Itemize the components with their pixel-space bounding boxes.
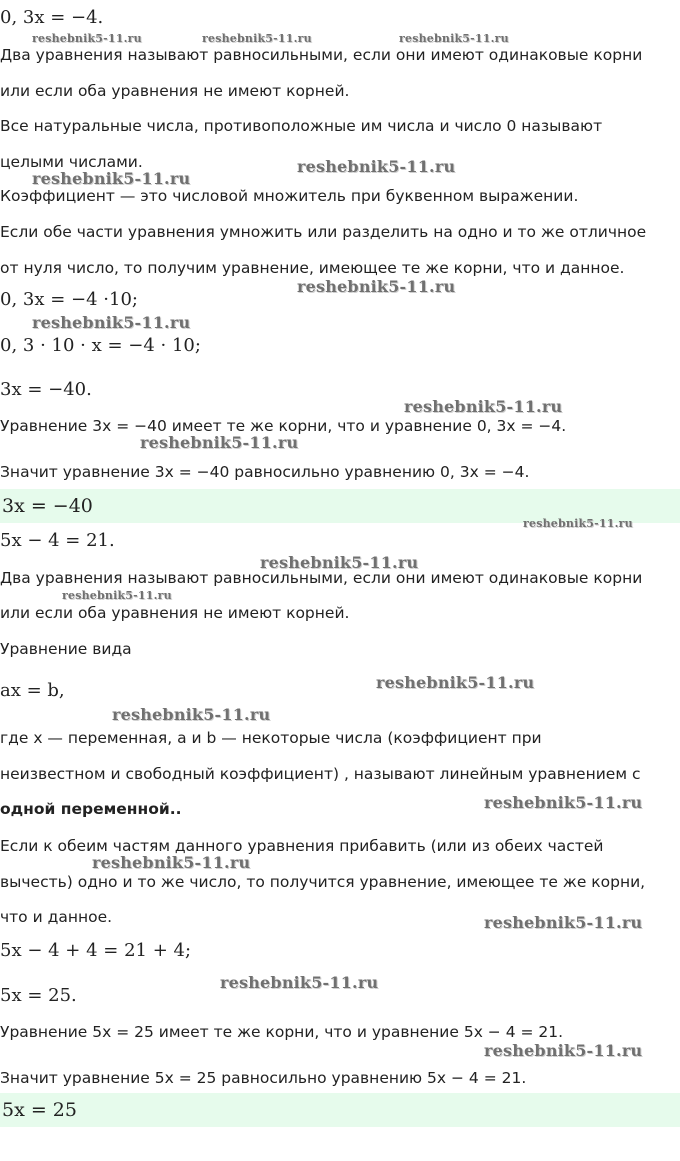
math-step-1: 0, 3x = −4 ·10; bbox=[0, 289, 138, 310]
answer-box-2 bbox=[0, 1093, 680, 1127]
watermark: reshebnik5-11.ru bbox=[202, 32, 312, 45]
watermark: reshebnik5-11.ru bbox=[523, 517, 633, 530]
math-step-3: 3x = −40. bbox=[0, 379, 92, 400]
definition-integers-1: Все натуральные числа, противоположные им числа и число 0 называют bbox=[0, 117, 603, 135]
watermark: reshebnik5-11.ru bbox=[32, 169, 191, 188]
watermark: reshebnik5-11.ru bbox=[92, 853, 251, 872]
rule-add-3: что и данное. bbox=[0, 908, 113, 926]
conclusion-4: Значит уравнение 5x = 25 равносильно уравнению 5x − 4 = 21. bbox=[0, 1069, 527, 1087]
watermark: reshebnik5-11.ru bbox=[399, 32, 509, 45]
conclusion-1: Уравнение 3x = −40 имеет те же корни, что и уравнение 0, 3x = −4. bbox=[0, 417, 567, 435]
watermark: reshebnik5-11.ru bbox=[484, 793, 643, 812]
watermark: reshebnik5-11.ru bbox=[62, 589, 172, 602]
watermark: reshebnik5-11.ru bbox=[297, 157, 456, 176]
conclusion-3: Уравнение 5x = 25 имеет те же корни, что и уравнение 5x − 4 = 21. bbox=[0, 1023, 564, 1041]
definition-integers-2: целыми числами. bbox=[0, 153, 143, 171]
watermark: reshebnik5-11.ru bbox=[260, 553, 419, 572]
watermark: reshebnik5-11.ru bbox=[32, 313, 191, 332]
definition-equivalent-1: Два уравнения называют равносильными, если они имеют одинаковые корни bbox=[0, 46, 643, 64]
watermark: reshebnik5-11.ru bbox=[112, 705, 271, 724]
definition-linear-3: одной переменной.. bbox=[0, 800, 182, 818]
watermark: reshebnik5-11.ru bbox=[297, 277, 456, 296]
watermark: reshebnik5-11.ru bbox=[220, 973, 379, 992]
watermark: reshebnik5-11.ru bbox=[140, 433, 299, 452]
definition-equivalent-4: или если оба уравнения не имеют корней. bbox=[0, 604, 350, 622]
rule-multiply-1: Если обе части уравнения умножить или разделить на одно и то же отличное bbox=[0, 223, 647, 241]
definition-linear-1: где x — переменная, a и b — некоторые числа (коэффициент при bbox=[0, 729, 542, 747]
math-step-5: 5x = 25. bbox=[0, 985, 77, 1006]
rule-add-1: Если к обеим частям данного уравнения прибавить (или из обеих частей bbox=[0, 837, 604, 855]
definition-equivalent-3: Два уравнения называют равносильными, если они имеют одинаковые корни bbox=[0, 569, 643, 587]
math-step-2: 0, 3 · 10 · x = −4 · 10; bbox=[0, 335, 201, 356]
watermark: reshebnik5-11.ru bbox=[376, 673, 535, 692]
watermark: reshebnik5-11.ru bbox=[32, 32, 142, 45]
definition-coefficient: Коэффициент — это числовой множитель при буквенном выражении. bbox=[0, 187, 579, 205]
answer-2: 5x = 25 bbox=[2, 1099, 77, 1121]
math-problem-2: 5x − 4 = 21. bbox=[0, 530, 115, 551]
rule-multiply-2: от нуля число, то получим уравнение, имеющее те же корни, что и данное. bbox=[0, 259, 625, 277]
watermark: reshebnik5-11.ru bbox=[484, 1041, 643, 1060]
definition-linear-2: неизвестном и свободный коэффициент) , называют линейным уравнением с bbox=[0, 765, 641, 783]
math-step-4: 5x − 4 + 4 = 21 + 4; bbox=[0, 940, 192, 961]
math-line-start: 0, 3x = −4. bbox=[0, 7, 104, 28]
conclusion-2: Значит уравнение 3x = −40 равносильно уравнению 0, 3x = −4. bbox=[0, 463, 530, 481]
definition-equivalent-2: или если оба уравнения не имеют корней. bbox=[0, 82, 350, 100]
answer-1: 3x = −40 bbox=[2, 495, 93, 517]
math-linear-form: ax = b, bbox=[0, 680, 65, 701]
watermark: reshebnik5-11.ru bbox=[484, 913, 643, 932]
rule-add-2: вычесть) одно и то же число, то получится уравнение, имеющее те же корни, bbox=[0, 873, 646, 891]
definition-linear-intro: Уравнение вида bbox=[0, 640, 132, 658]
watermark: reshebnik5-11.ru bbox=[404, 397, 563, 416]
